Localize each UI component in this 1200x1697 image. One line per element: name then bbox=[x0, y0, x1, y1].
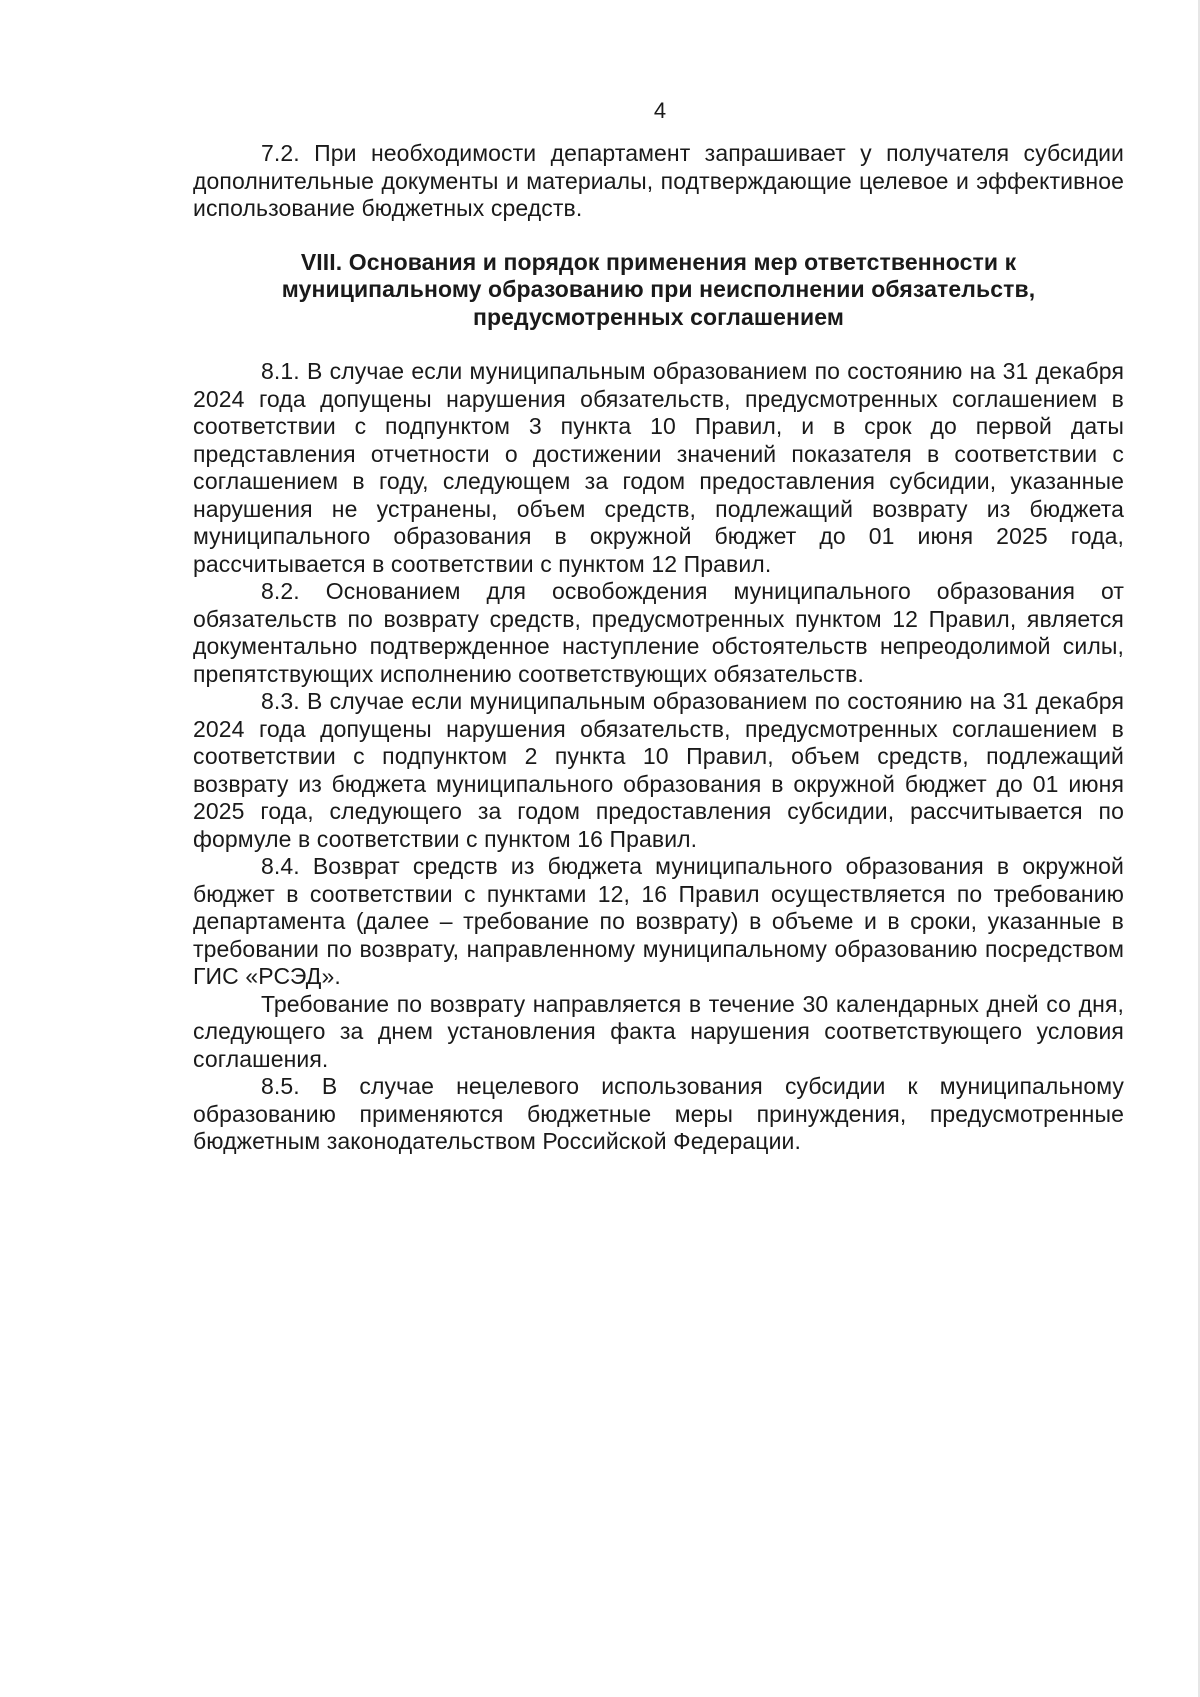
paragraph-8-5: 8.5. В случае нецелевого использования субсидии к муниципальному образованию применяются бюджетные меры принуждения, предусмотренные бюджетным законодательством Российской Федерации. bbox=[193, 1073, 1124, 1154]
page-number: 4 bbox=[653, 98, 667, 123]
paragraph-8-1: 8.1. В случае если муниципальным образованием по состоянию на 31 декабря 2024 года допущены нарушения обязательств, предусмотренных соглашением в соответствии с подпунктом 3 пункта 10 Правил, и в срок до первой даты представления отчетности о достижении значений показателя в соответствии с соглашением в году, следующем за годом предоставления субсидии, указанные нарушения не устранены, объем средств, подлежащий возврату из бюджета муниципального образования в окружной бюджет до 01 июня 2025 года, рассчитывается в соответствии с пунктом 12 Правил. bbox=[193, 358, 1124, 577]
section-heading: VIII. Основания и порядок применения мер ответственности к муниципальному образованию при неисполнении обязательств, предусмотренных соглашением bbox=[281, 248, 1036, 330]
paragraph-7-2: 7.2. При необходимости департамент запрашивает у получателя субсидии дополнительные документы и материалы, подтверждающие целевое и эффективное использование бюджетных средств. bbox=[193, 140, 1124, 221]
paragraph-8-4-continuation: Требование по возврату направляется в течение 30 календарных дней со дня, следующего за днем установления факта нарушения соответствующего условия соглашения. bbox=[193, 990, 1124, 1072]
paragraph-8-3: 8.3. В случае если муниципальным образованием по состоянию на 31 декабря 2024 года допущены нарушения обязательств, предусмотренных соглашением в соответствии с подпунктом 2 пункта 10 Правил, объем средств, подлежащий возврату из бюджета муниципального образования в окружной бюджет до 01 июня 2025 года, следующего за годом предоставления субсидии, рассчитывается по формуле в соответствии с пунктом 16 Правил. bbox=[193, 688, 1124, 852]
paragraph-8-4: 8.4. Возврат средств из бюджета муниципального образования в окружной бюджет в соответствии с пунктами 12, 16 Правил осуществляется по требованию департамента (далее – требование по возврату) в объеме и в сроки, указанные в требовании по возврату, направленному муниципальному образованию посредством ГИС «РСЭД». bbox=[193, 853, 1124, 989]
document-body bbox=[193, 140, 1124, 1156]
paragraph-8-2: 8.2. Основанием для освобождения муниципального образования от обязательств по возврату средств, предусмотренных пунктом 12 Правил, является документально подтвержденное наступление обстоятельств непреодолимой силы, препятствующих исполнению соответствующих обязательств. bbox=[193, 578, 1124, 687]
